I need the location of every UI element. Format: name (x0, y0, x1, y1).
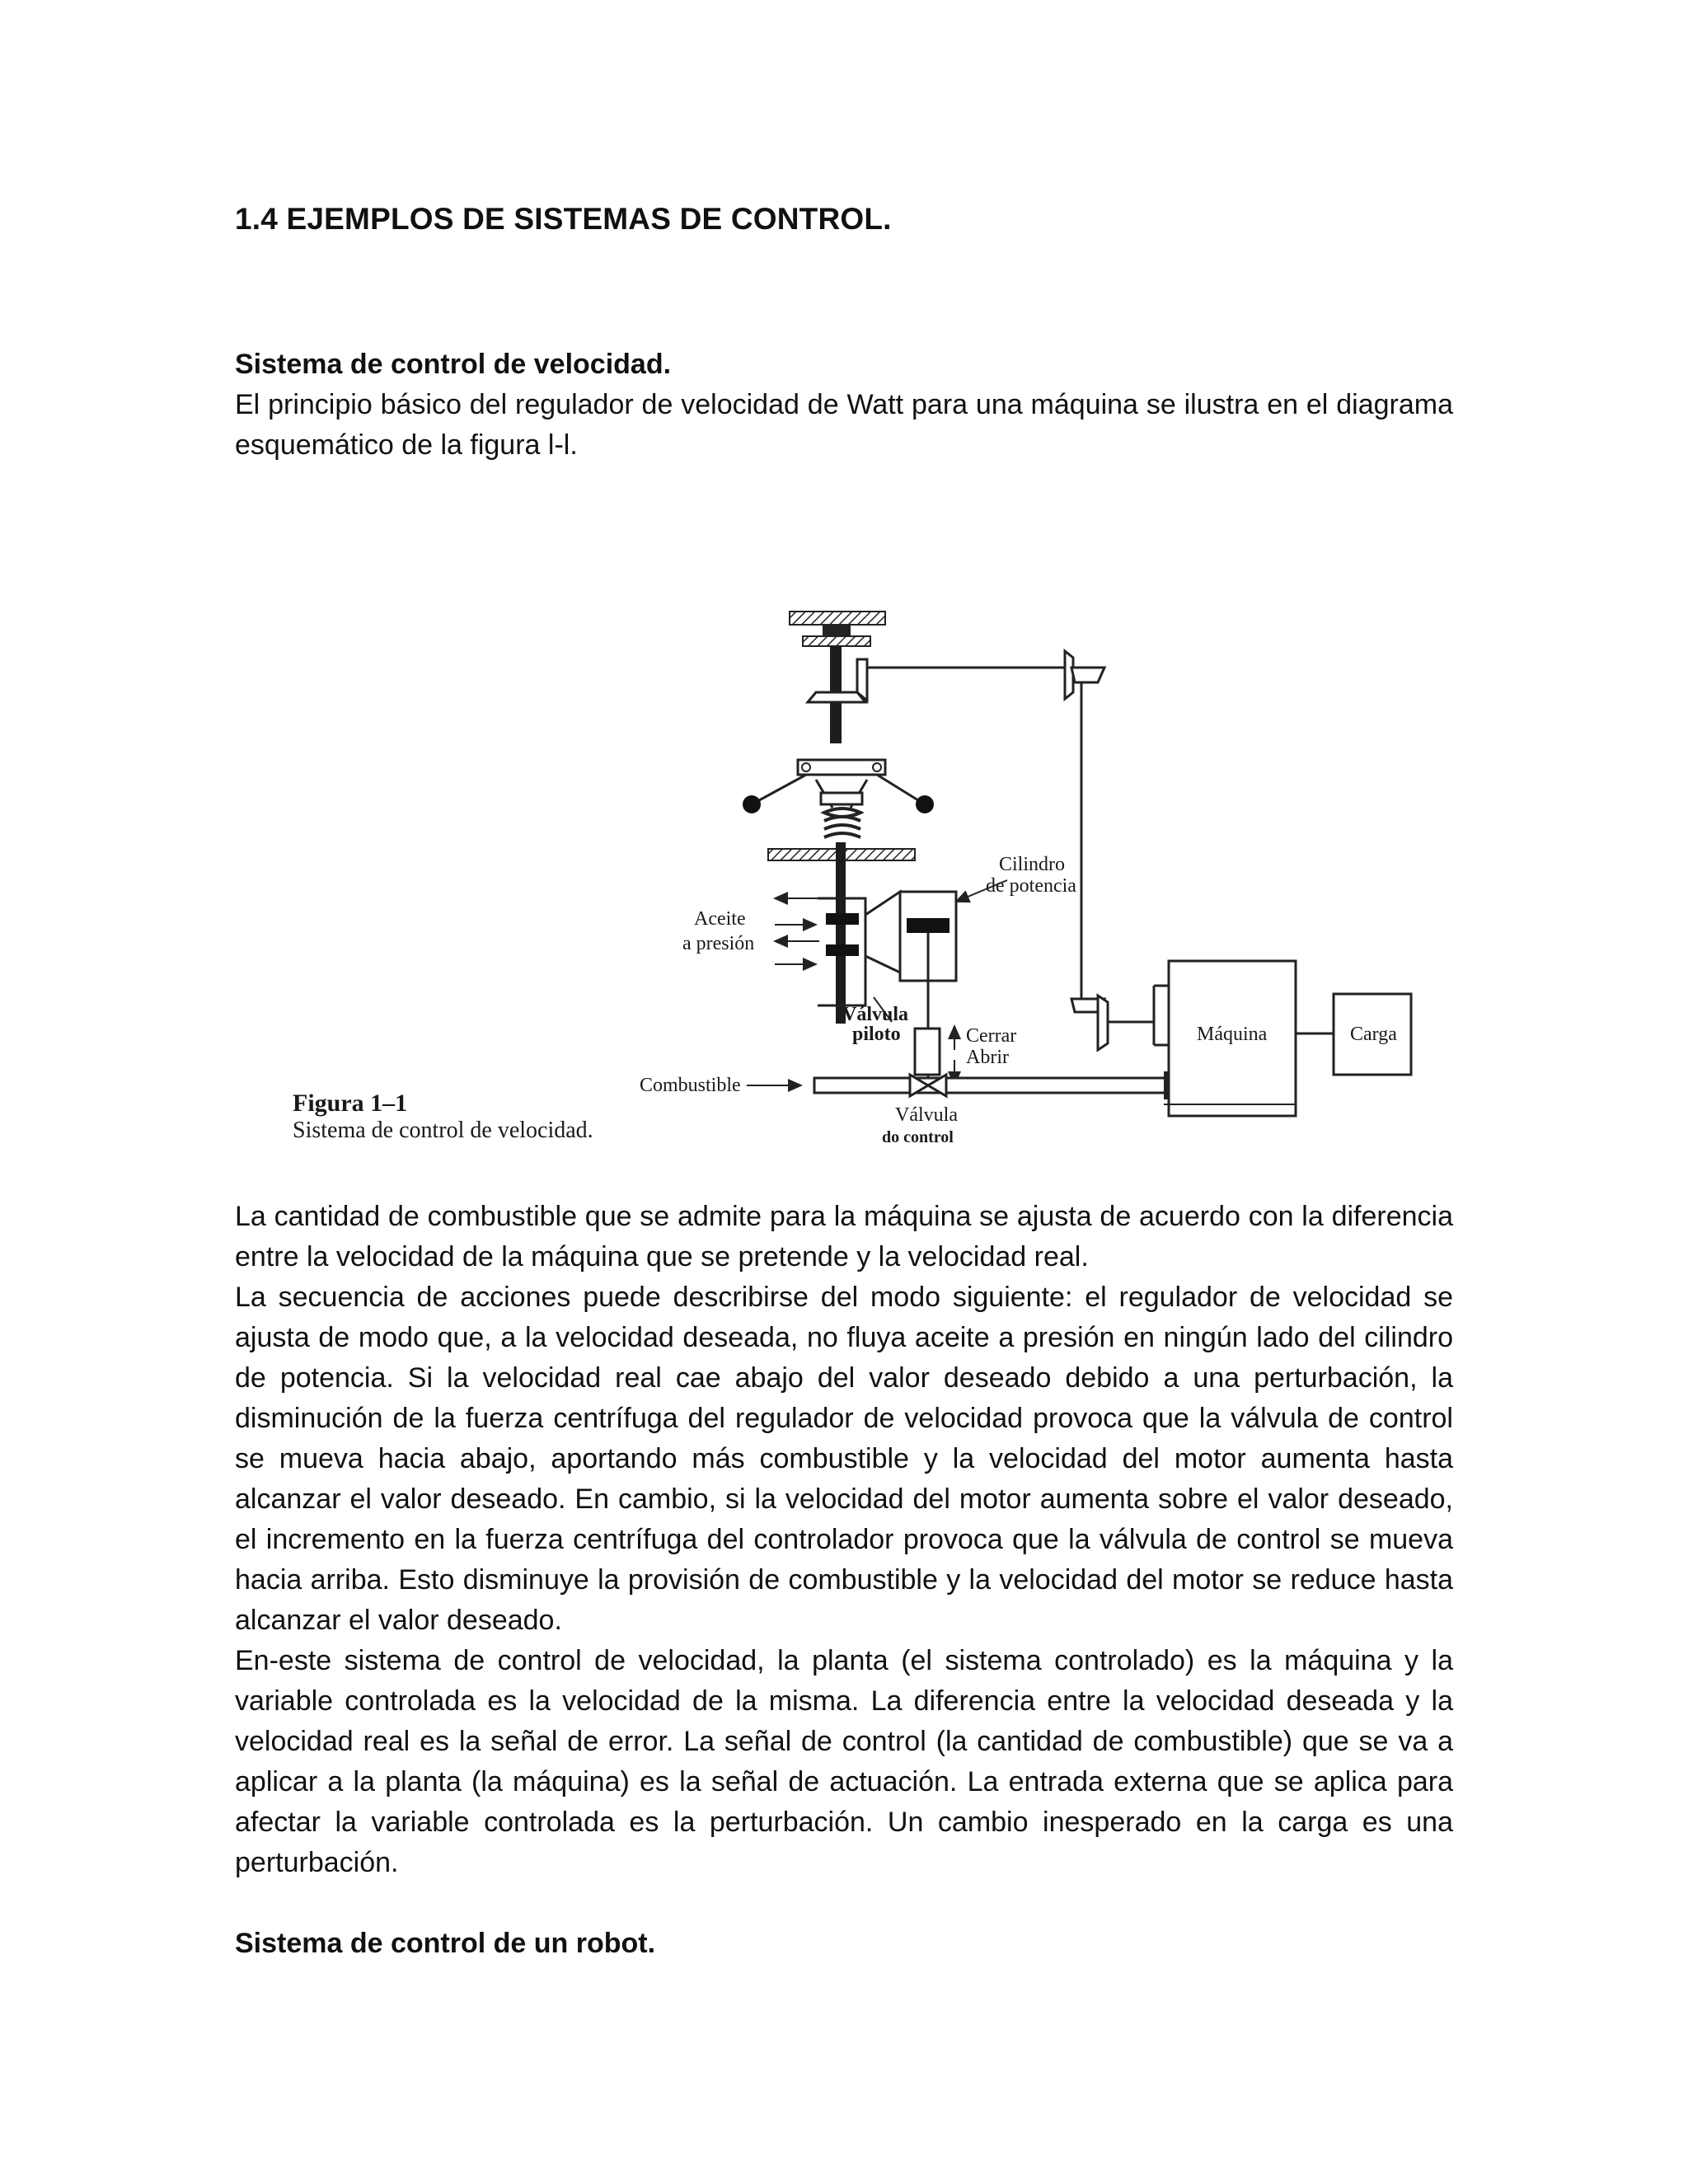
figure-caption-number: Figura 1–1 (293, 1090, 408, 1117)
figure-speed-control (0, 577, 1688, 1170)
label-cilindro-1: Cilindro (999, 854, 1066, 875)
speed-control-intro (235, 344, 1453, 466)
label-valvula-control-1: Válvula (895, 1104, 958, 1126)
label-cilindro-2: de potencia (986, 875, 1076, 897)
label-combustible: Combustible (640, 1075, 741, 1096)
paragraph-2: La secuencia de acciones puede describirse del modo siguiente: el regulador de velocidad se ajusta de modo que, a la velocidad deseada, no fluya aceite a presión en ningún lado del cilindro de potencia. Si la velocidad real cae abajo del valor deseado debido a una perturbación, la disminución de la fuerza centrífuga del regulador de velocidad provoca que la válvula de control se mueva hacia abajo, aportando más combustible y la velocidad del motor aumenta hasta alcanzar el valor deseado. En cambio, si la velocidad del motor aumenta sobre el valor deseado, el incremento en la fuerza centrífuga del controlador provoca que la válvula de control se mueva hacia arriba. Esto disminuye la provisión de combustible y la velocidad del motor se reduce hasta alcanzar el valor deseado. (235, 1282, 1453, 1636)
flyball-left (743, 795, 761, 813)
label-abrir: Abrir (966, 1047, 1009, 1068)
flyball-right (916, 795, 934, 813)
paragraph-1: La cantidad de combustible que se admite para la máquina se ajusta de acuerdo con la diferencia entre la velocidad de la máquina que se pretende y la velocidad real. (235, 1201, 1453, 1272)
label-aceite-2: a presión (682, 933, 755, 954)
top-support (790, 612, 885, 625)
intro-paragraph: El principio básico del regulador de velocidad de Watt para una máquina se ilustra en el diagrama esquemático de la figura l-l. (235, 389, 1453, 461)
label-maquina: Máquina (1197, 1024, 1268, 1045)
label-aceite-1: Aceite (694, 908, 746, 930)
explanation-block (235, 1197, 1453, 1883)
label-valvula-control-2: do control (882, 1128, 954, 1146)
robot-control-heading: Sistema de control de un robot. (235, 1928, 656, 1959)
fuel-pipe (814, 1078, 1169, 1093)
label-valvula-piloto-1: Válvula (842, 1004, 909, 1025)
bevel-gear-top (808, 692, 865, 702)
speed-control-heading: Sistema de control de velocidad. (235, 349, 672, 380)
governor-diagram (0, 577, 1688, 1170)
paragraph-3: En-este sistema de control de velocidad, la planta (el sistema controlado) es la máquina y la variable controlada es la velocidad de la misma. La diferencia entre la velocidad deseada y la velocidad real es la señal de error. La señal de control (la cantidad de combustible) que se va a aplicar a la planta (la máquina) es la señal de actuación. La entrada externa que se aplica para afectar la variable controlada es la perturbación. Un cambio inesperado en la carga es una perturbación. (235, 1645, 1453, 1878)
section-title: 1.4 EJEMPLOS DE SISTEMAS DE CONTROL. (235, 202, 892, 236)
figure-caption-text: Sistema de control de velocidad. (293, 1118, 593, 1143)
label-cerrar: Cerrar (966, 1025, 1017, 1047)
label-carga: Carga (1350, 1024, 1397, 1045)
label-valvula-piloto-2: piloto (852, 1024, 901, 1045)
